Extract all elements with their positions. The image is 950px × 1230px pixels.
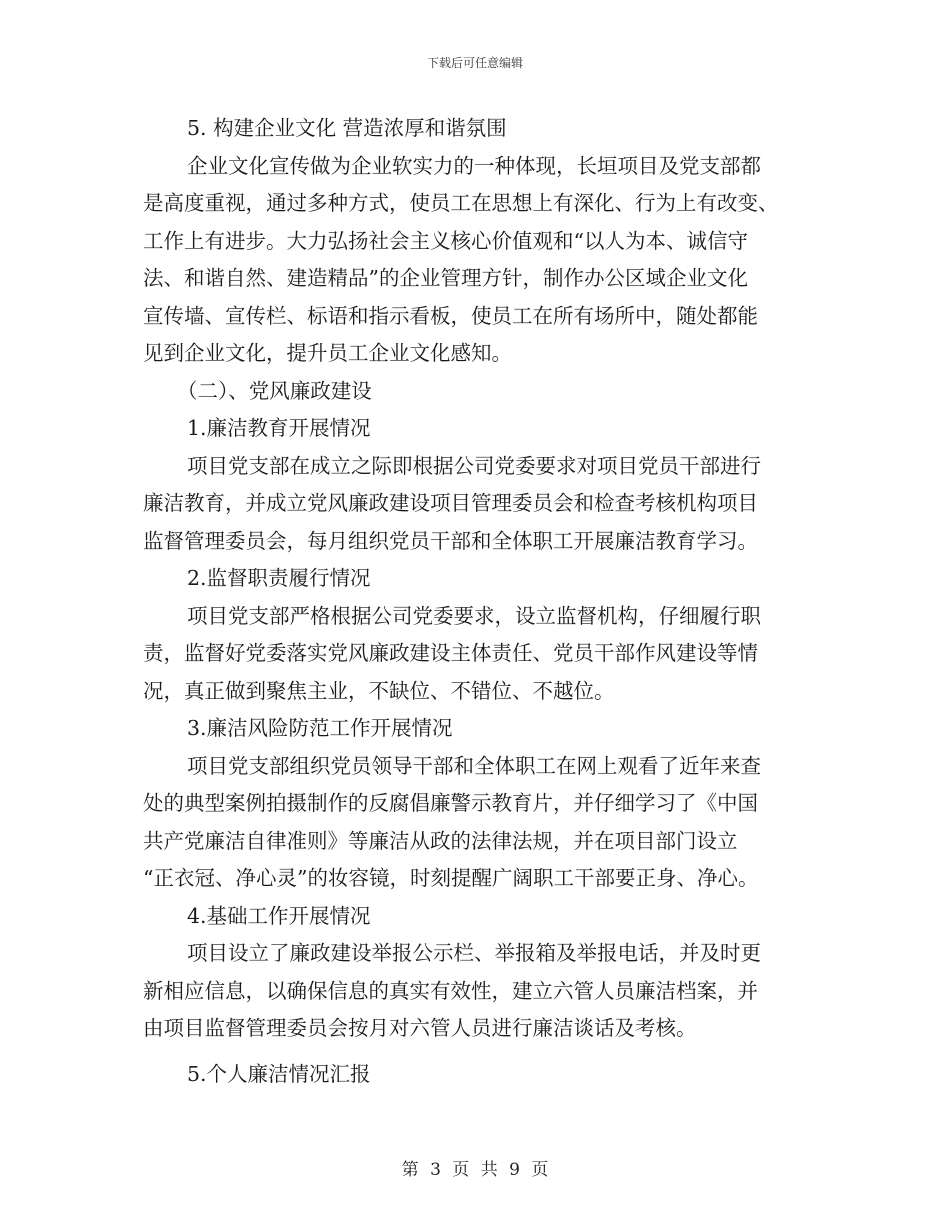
paragraph-line: 新相应信息，以确保信息的真实有效性，建立六管人员廉洁档案，并 xyxy=(143,978,758,1003)
section-heading-corporate-culture: 5. 构建企业文化 营造浓厚和谐氛围 xyxy=(187,116,507,140)
subsection-heading-integrity-education: 1.廉洁教育开展情况 xyxy=(187,416,371,440)
paragraph-line: 况，真正做到聚焦主业，不缺位、不错位、不越位。 xyxy=(143,678,615,703)
spacer xyxy=(143,1048,813,1056)
paragraph-line: 共产党廉洁自律准则》等廉洁从政的法律法规，并在项目部门设立 xyxy=(143,828,738,853)
subsection-heading-personal-report: 5.个人廉洁情况汇报 xyxy=(187,1061,371,1086)
paragraph-line: 项目党支部组织党员领导干部和全体职工在网上观看了近年来查 xyxy=(187,753,761,778)
paragraph-line: 廉洁教育，并成立党风廉政建设项目管理委员会和检查考核机构项目 xyxy=(143,491,758,515)
paragraph-line: 工作上有进步。大力弘扬社会主义核心价值观和“以人为本、诚信守 xyxy=(143,228,748,253)
paragraph-line: 责，监督好党委落实党风廉政建设主体责任、党员干部作风建设等情 xyxy=(143,641,758,665)
paragraph-line: 监督管理委员会，每月组织党员干部和全体职工开展廉洁教育学习。 xyxy=(143,528,758,553)
download-note: 下载后可任意编辑 xyxy=(426,56,523,70)
document-body xyxy=(143,110,813,1093)
paragraph-line: 见到企业文化，提升员工企业文化感知。 xyxy=(143,341,512,365)
paragraph-line: 宣传墙、宣传栏、标语和指示看板，使员工在所有场所中，随处都能 xyxy=(143,303,758,328)
subsection-heading-basic-work: 4.基础工作开展情况 xyxy=(187,903,371,928)
section-heading-party-conduct: （二）、党风廉政建设 xyxy=(177,378,372,403)
subsection-heading-risk-prevention: 3.廉洁风险防范工作开展情况 xyxy=(187,716,453,740)
subsection-heading-supervision: 2.监督职责履行情况 xyxy=(187,566,371,590)
paragraph-line: 项目党支部在成立之际即根据公司党委要求对项目党员干部进行 xyxy=(187,453,761,478)
paragraph-line: 项目党支部严格根据公司党委要求，设立监督机构，仔细履行职 xyxy=(187,603,761,628)
paragraph-line: 是高度重视，通过多种方式，使员工在思想上有深化、行为上有改变、 xyxy=(143,191,779,215)
paragraph-line: 项目设立了廉政建设举报公示栏、举报箱及举报电话，并及时更 xyxy=(187,941,761,965)
paragraph-line: 法、和谐自然、建造精品”的企业管理方针，制作办公区域企业文化 xyxy=(143,266,748,290)
page-indicator: 第 3 页 共 9 页 xyxy=(401,1160,549,1180)
paragraph-line: “正衣冠、净心灵”的妆容镜，时刻提醒广阔职工干部要正身、净心。 xyxy=(143,866,759,890)
paragraph-line: 处的典型案例拍摄制作的反腐倡廉警示教育片，并仔细学习了《中国 xyxy=(143,791,758,815)
paragraph-line: 由项目监督管理委员会按月对六管人员进行廉洁谈话及考核。 xyxy=(143,1016,697,1040)
paragraph-line: 企业文化宣传做为企业软实力的一种体现，长垣项目及党支部都 xyxy=(187,153,761,178)
